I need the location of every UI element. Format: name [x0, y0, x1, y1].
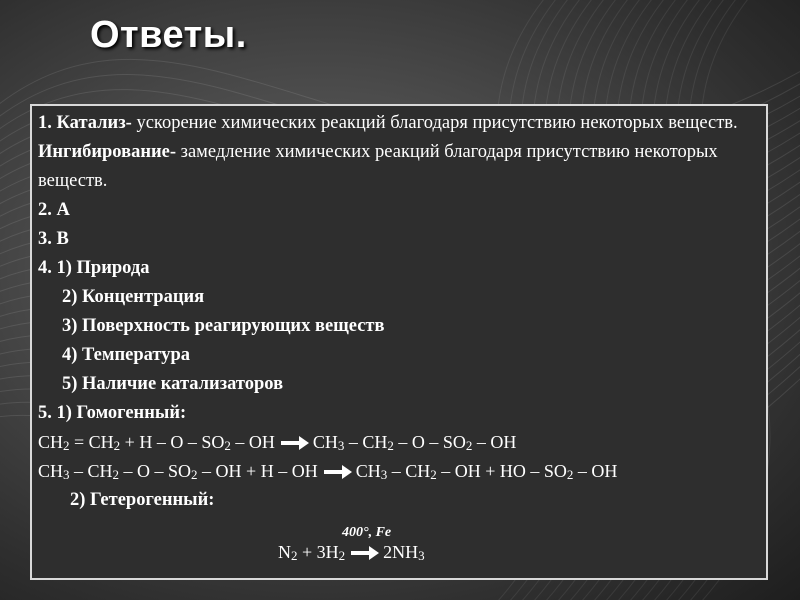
equation-1 — [38, 428, 762, 457]
term-inhibition: Ингибирование- — [38, 142, 177, 162]
factor-catalysts: 5) Наличие катализаторов — [62, 374, 284, 394]
answer-4-number: 4. — [38, 258, 52, 278]
reaction-arrow-icon — [351, 546, 379, 560]
equation-3 — [278, 538, 425, 567]
reaction-arrow-icon — [281, 436, 309, 450]
factor-concentration: 2) Концентрация — [62, 287, 205, 307]
equation-3-reactants: $N_2 + 3H_2$ — [278, 542, 346, 563]
equation-1-products: $CH_3 - CH_2$ – O – $SO_2$ – OH — [312, 432, 517, 453]
answer-2: 2. А — [38, 200, 70, 220]
equation-2 — [38, 457, 762, 486]
answer-1-catalysis — [38, 109, 762, 138]
equation-2-reactants: $CH_3 - CH_2$ – O – $SO_2$ – OH + H – OH — [38, 461, 318, 482]
factor-surface: 3) Поверхность реагирующих веществ — [62, 316, 385, 336]
factor-nature: 1) Природа — [56, 258, 150, 278]
definition-inhibition: замедление химических реакций благодаря присутствию некоторых веществ. — [38, 142, 718, 191]
equation-3-products: $2NH_3$ — [383, 542, 425, 563]
answer-4-item-1 — [38, 254, 762, 283]
term-catalysis: Катализ- — [56, 113, 132, 133]
reaction-condition: 400°, Fe — [342, 525, 392, 540]
factor-temperature: 4) Температура — [62, 345, 191, 365]
answers-box — [30, 104, 768, 580]
slide-title: Ответы. — [90, 14, 247, 56]
answer-1-number: 1. — [38, 113, 52, 133]
answer-5-heterogeneous-heading: 2) Гетерогенный: — [70, 490, 215, 510]
answer-1-inhibition — [38, 138, 762, 196]
answer-5-homogeneous-heading: 5. 1) Гомогенный: — [38, 403, 187, 423]
answer-3: 3. В — [38, 229, 69, 249]
definition-catalysis: ускорение химических реакций благодаря присутствию некоторых веществ. — [131, 113, 738, 133]
equation-1-reactants: $CH_2 = CH_2 + H - O - SO_2$ – OH — [38, 432, 275, 453]
equation-2-products: $CH_3 - CH_2$ – OH + HO – $SO_2$ – OH — [355, 461, 618, 482]
reaction-arrow-icon — [324, 465, 352, 479]
